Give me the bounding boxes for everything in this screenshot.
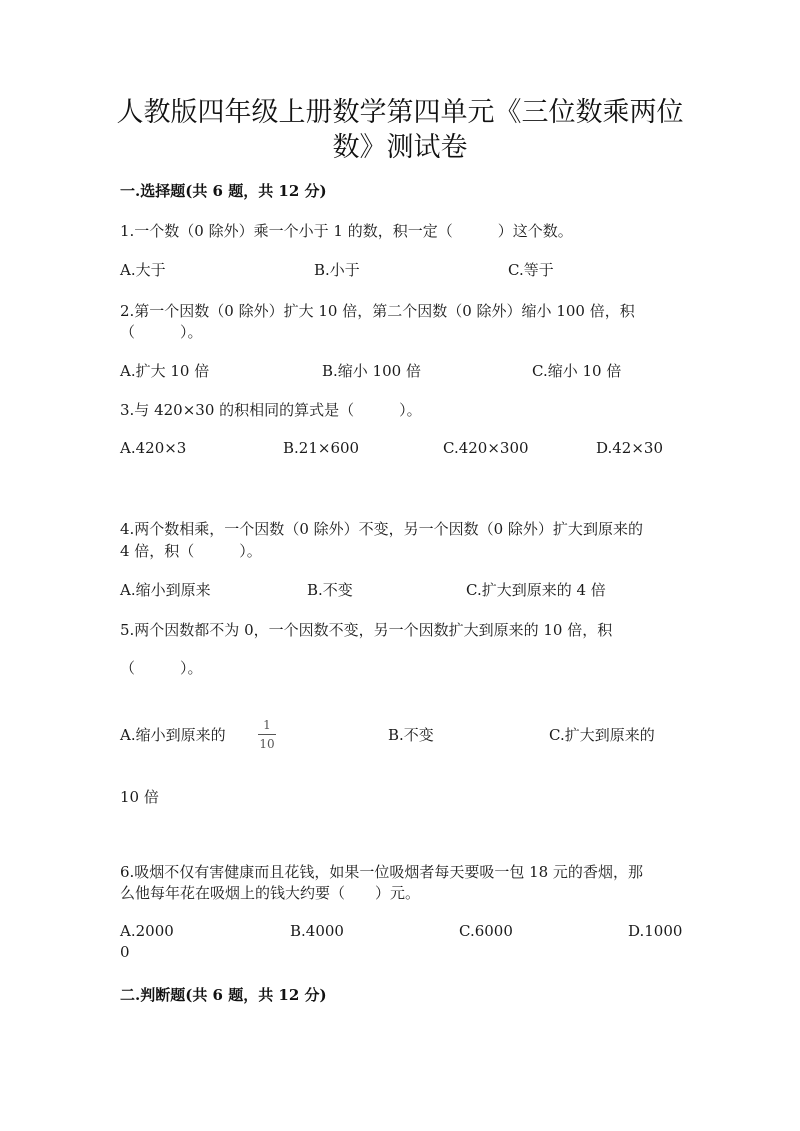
fraction-bar xyxy=(258,734,276,735)
fraction-denominator: 10 xyxy=(259,737,275,751)
question-5-option-a: A.缩小到原来的 xyxy=(120,726,226,744)
question-6-stem-line-1: 6.吸烟不仅有害健康而且花钱，如果一位吸烟者每天要吸一包 18 元的香烟，那 xyxy=(120,863,643,881)
section-heading-judgement: 二.判断题(共 6 题，共 12 分) xyxy=(120,986,327,1004)
question-1-option-b: B.小于 xyxy=(314,261,360,279)
question-3-option-a: A.420×3 xyxy=(120,439,187,457)
question-2-stem-line-2: （ ）。 xyxy=(120,323,203,341)
question-4-option-b: B.不变 xyxy=(307,581,353,599)
question-4-option-a: A.缩小到原来 xyxy=(120,581,211,599)
question-4-stem-line-1: 4.两个数相乘，一个因数（0 除外）不变，另一个因数（0 除外）扩大到原来的 xyxy=(120,520,643,538)
fraction-one-tenth xyxy=(256,718,278,751)
section-heading-choice: 一.选择题(共 6 题，共 12 分) xyxy=(120,182,327,200)
question-5-option-b: B.不变 xyxy=(388,726,434,744)
question-4-stem-line-2: 4 倍，积（ ）。 xyxy=(120,542,262,560)
question-6-stem-line-2: 么他每年花在吸烟上的钱大约要（ ）元。 xyxy=(120,884,421,902)
question-1-option-c: C.等于 xyxy=(508,261,554,279)
question-5-stem-line-2: （ ）。 xyxy=(120,659,203,677)
question-6-option-b: B.4000 xyxy=(290,922,344,940)
question-3-option-b: B.21×600 xyxy=(283,439,360,457)
question-2-option-b: B.缩小 100 倍 xyxy=(322,362,421,380)
question-2-option-a: A.扩大 10 倍 xyxy=(120,362,210,380)
question-3-option-d: D.42×30 xyxy=(596,439,664,457)
question-5-option-c-continuation: 10 倍 xyxy=(120,788,159,806)
question-6-option-d: D.1000 xyxy=(628,922,683,940)
question-3-stem: 3.与 420×30 的积相同的算式是（ ）。 xyxy=(120,401,422,419)
question-4-option-c: C.扩大到原来的 4 倍 xyxy=(466,581,606,599)
question-1-stem: 1.一个数（0 除外）乘一个小于 1 的数，积一定（ ）这个数。 xyxy=(120,222,573,240)
question-6-option-d-wrap: 0 xyxy=(120,943,130,961)
page-title-line-1: 人教版四年级上册数学第四单元《三位数乘两位 xyxy=(116,97,684,128)
question-1-option-a: A.大于 xyxy=(120,261,166,279)
page-title-line-2: 数》测试卷 xyxy=(332,132,468,163)
question-2-stem-line-1: 2.第一个因数（0 除外）扩大 10 倍，第二个因数（0 除外）缩小 100 倍，积 xyxy=(120,302,635,320)
question-5-option-c: C.扩大到原来的 xyxy=(549,726,655,744)
question-6-option-a: A.2000 xyxy=(120,922,174,940)
fraction-numerator: 1 xyxy=(263,718,271,732)
question-6-option-c: C.6000 xyxy=(459,922,513,940)
question-3-option-c: C.420×300 xyxy=(443,439,529,457)
question-2-option-c: C.缩小 10 倍 xyxy=(532,362,622,380)
question-5-stem-line-1: 5.两个因数都不为 0，一个因数不变，另一个因数扩大到原来的 10 倍，积 xyxy=(120,621,613,639)
